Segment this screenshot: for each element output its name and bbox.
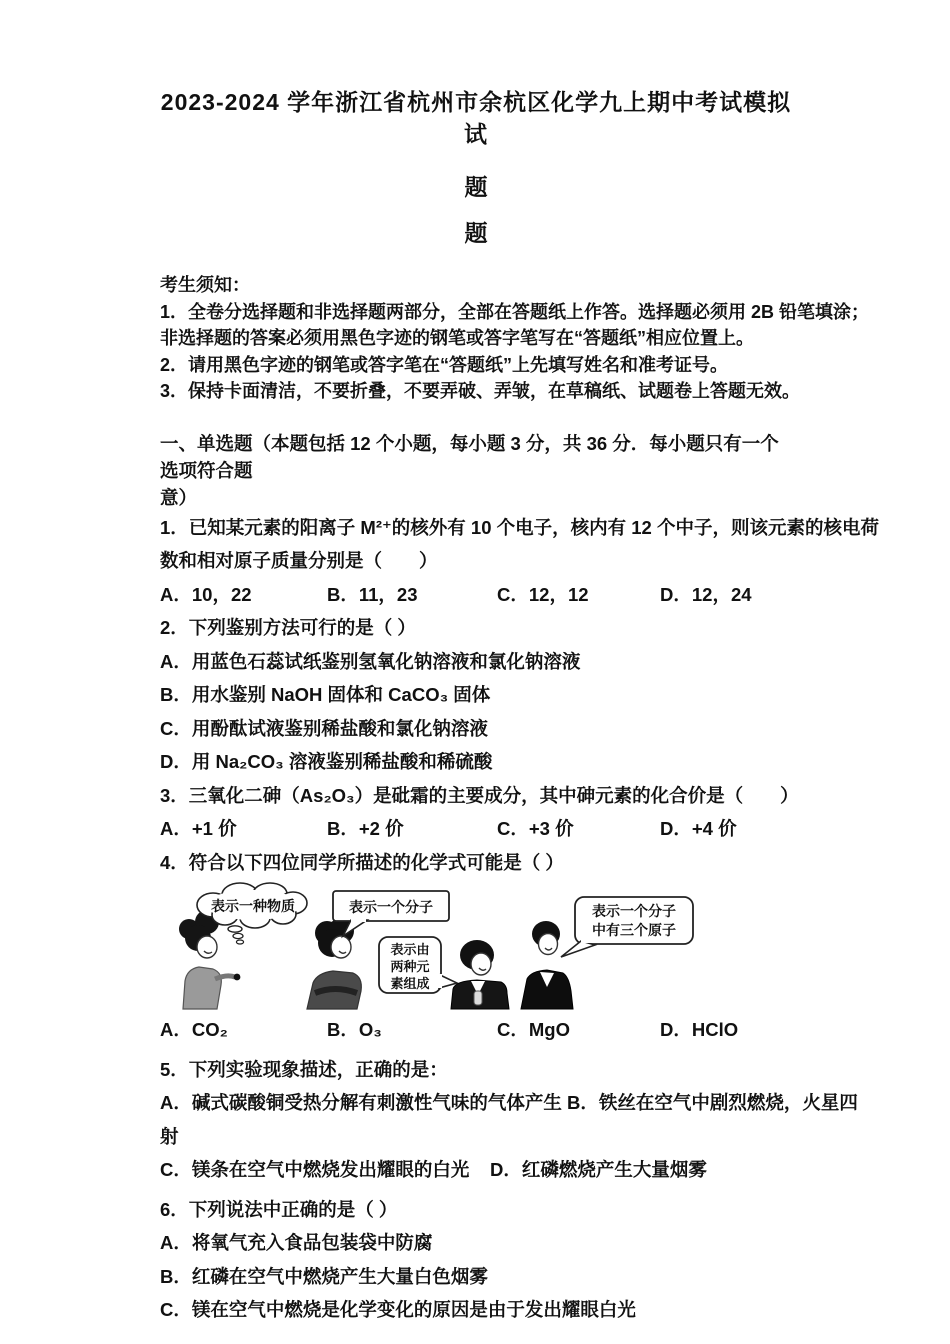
students-cartoon-figure: [155, 881, 695, 1013]
question-2-text: 2．下列鉴别方法可行的是（ ）: [160, 617, 416, 638]
question-4-illustration: [155, 881, 792, 1013]
question-2: [160, 611, 792, 779]
question-6-option-a: A．将氧气充入食品包装袋中防腐: [160, 1232, 433, 1253]
question-5-options-cd: [160, 1153, 792, 1187]
question-4-option-a: A．CO₂: [160, 1019, 228, 1040]
question-6-option-b: B．红磷在空气中燃烧产生大量白色烟雾: [160, 1265, 488, 1287]
paper-title-line1: 2023-2024 学年浙江省杭州市余杭区化学九上期中考试模拟试: [160, 89, 792, 147]
speech-bubble-4: [561, 897, 693, 957]
question-2-option-c: C．用酚酞试液鉴别稀盐酸和氯化钠溶液: [160, 717, 488, 739]
question-1: [160, 511, 879, 612]
section-1-heading-line2: 意）: [160, 486, 198, 508]
question-3-option-c: C．+3 价: [497, 818, 574, 839]
thought-bubble: [197, 883, 307, 944]
notice-item-2: 2．请用黑色字迹的钢笔或答字笔在“答题纸”上先填写姓名和准考证号。: [160, 354, 729, 375]
question-5-text: 5．下列实验现象描述，正确的是：: [160, 1058, 448, 1080]
paper-title-line2: 题: [464, 174, 488, 200]
question-3-option-b: B．+2 价: [327, 818, 404, 839]
question-1-option-d: D．12，24: [660, 583, 752, 605]
paper-title-line3: 题: [464, 220, 488, 246]
speech-bubble-3-line2: 两种元: [390, 959, 430, 974]
question-1-options: [160, 578, 792, 612]
question-6-option-c: C．镁在空气中燃烧是化学变化的原因是由于发出耀眼白光: [160, 1299, 636, 1320]
man-figure: [521, 921, 573, 1009]
question-1-text-line1: 1．已知某元素的阳离子 M²⁺的核外有 10 个电子，核内有 12 个中子，则该元素的核电荷: [160, 516, 879, 538]
notice-header: 考生须知：: [160, 275, 250, 295]
question-5-options-ab-line2: 射: [160, 1125, 179, 1147]
question-4-text: 4．符合以下四位同学所描述的化学式可能是（ ）: [160, 851, 564, 873]
girl-figure: [179, 910, 240, 1009]
section-1-heading: [160, 430, 792, 511]
question-1-option-c: C．12，12: [497, 583, 589, 605]
speech-bubble-4-line1: 表示一个分子: [592, 903, 676, 919]
section-1-heading-line1: 一、单选题（本题包括 12 个小题，每小题 3 分，共 36 分．每小题只有一个选项符合题: [160, 432, 779, 481]
speech-bubble-2-text: 表示一个分子: [349, 899, 433, 915]
boy-figure-2: [451, 940, 509, 1009]
notice-item-3: 3．保持卡面清洁，不要折叠，不要弄破、弄皱，在草稿纸、试题卷上答题无效。: [160, 381, 801, 401]
question-4-option-b: B．O₃: [327, 1019, 382, 1040]
question-3-options: [160, 812, 792, 846]
question-6: [160, 1193, 792, 1327]
question-4-option-c: C．MgO: [497, 1019, 570, 1040]
question-5-option-c: C．镁条在空气中燃烧发出耀眼的白光: [160, 1159, 470, 1180]
question-4-option-d: D．HClO: [660, 1019, 739, 1040]
speech-bubble-2: [333, 891, 449, 936]
question-4-options: [160, 1013, 792, 1047]
question-2-option-d: D．用 Na₂CO₃ 溶液鉴别稀盐酸和稀硫酸: [160, 751, 493, 772]
question-2-option-b: B．用水鉴别 NaOH 固体和 CaCO₃ 固体: [160, 684, 491, 705]
question-2-option-a: A．用蓝色石蕊试纸鉴别氢氧化钠溶液和氯化钠溶液: [160, 650, 581, 672]
question-1-option-a: A．10，22: [160, 583, 252, 605]
speech-bubble-3-line3: 素组成: [390, 976, 430, 991]
speech-bubble-3-line1: 表示由: [390, 942, 430, 957]
boy-figure-1: [307, 918, 361, 1009]
question-3-option-a: A．+1 价: [160, 818, 237, 839]
question-1-text-line2: 数和相对原子质量分别是（ ）: [160, 550, 438, 571]
question-3-text: 3．三氧化二砷（As₂O₃）是砒霜的主要成分，其中砷元素的化合价是（ ）: [160, 784, 799, 806]
question-5: [160, 1053, 858, 1187]
thought-bubble-text: 表示一种物质: [211, 898, 295, 914]
question-3: [160, 779, 799, 846]
question-4: [160, 846, 792, 1047]
candidate-notice: [160, 272, 870, 405]
question-5-options-ab-line1: A．碱式碳酸铜受热分解有刺激性气味的气体产生 B．铁丝在空气中剧烈燃烧，火星四: [160, 1092, 858, 1113]
speech-bubble-3: [379, 937, 457, 993]
question-3-option-d: D．+4 价: [660, 818, 737, 839]
speech-bubble-4-line2: 中有三个原子: [592, 922, 676, 938]
question-5-option-d: D．红磷燃烧产生大量烟雾: [490, 1159, 707, 1180]
notice-item-1-line2: 非选择题的答案必须用黑色字迹的钢笔或答字笔写在“答题纸”相应位置上。: [160, 328, 754, 348]
notice-item-1-line1: 1．全卷分选择题和非选择题两部分，全部在答题纸上作答。选择题必须用 2B 铅笔填涂；: [160, 301, 870, 322]
question-1-option-b: B．11，23: [327, 583, 418, 605]
question-6-text: 6．下列说法中正确的是（ ）: [160, 1198, 398, 1220]
